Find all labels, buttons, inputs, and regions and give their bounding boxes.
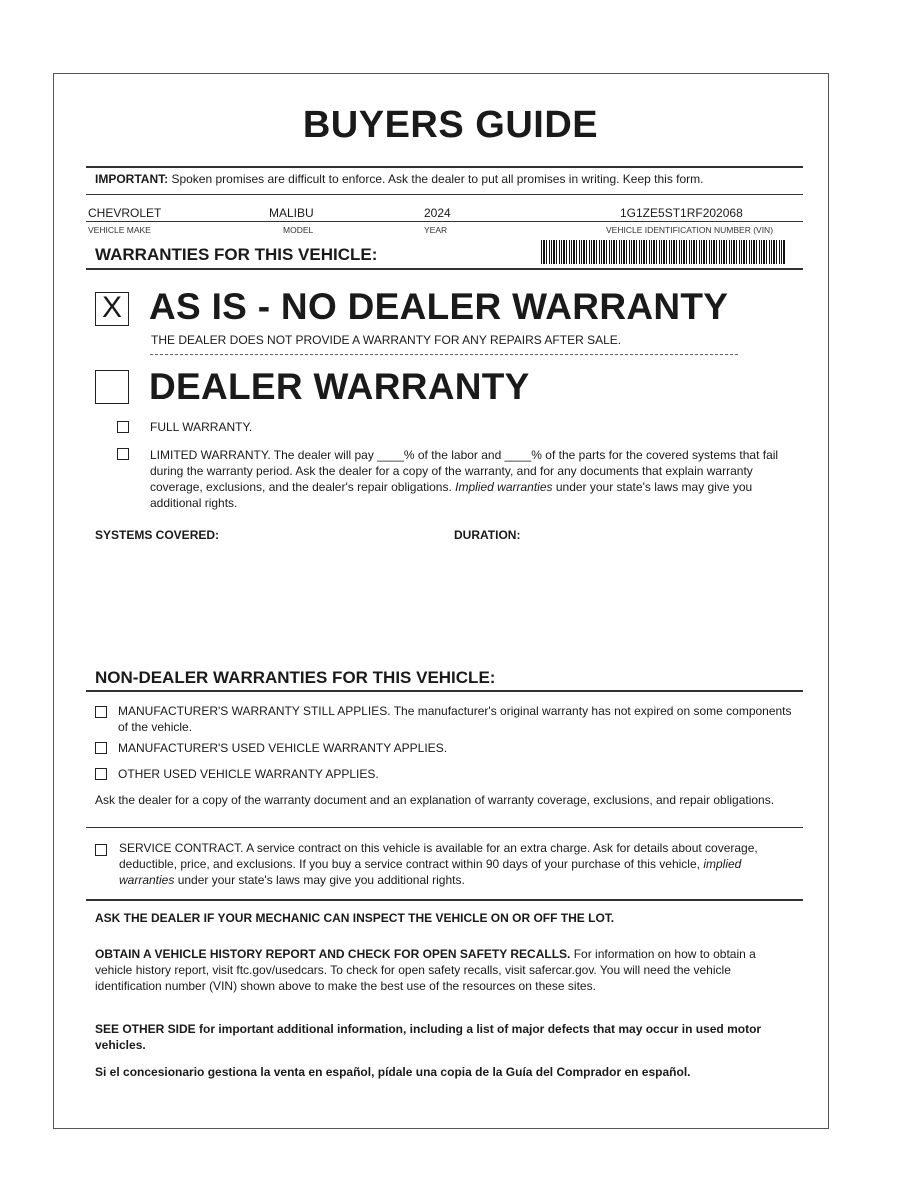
- as-is-subtitle: THE DEALER DOES NOT PROVIDE A WARRANTY FOR ANY REPAIRS AFTER SALE.: [151, 333, 622, 347]
- full-warranty-label: FULL WARRANTY.: [150, 420, 253, 434]
- vehicle-vin: 1G1ZE5ST1RF202068: [620, 206, 743, 220]
- important-notice: [95, 171, 704, 187]
- warranty-document-note: Ask the dealer for a copy of the warranty document and an explanation of warranty coverage, exclusions, and repair obligations.: [95, 793, 775, 807]
- divider: [86, 899, 803, 901]
- vehicle-model: MALIBU: [269, 206, 314, 220]
- implied-warranties-text: Implied warranties: [455, 480, 553, 494]
- spanish-notice: Si el concesionario gestiona la venta en español, pídale una copia de la Guía del Comprador en español.: [95, 1065, 691, 1079]
- mechanic-inspection-notice: ASK THE DEALER IF YOUR MECHANIC CAN INSPECT THE VEHICLE ON OR OFF THE LOT.: [95, 911, 615, 925]
- divider: [86, 194, 803, 195]
- implied-warranties-text: implied warranties: [119, 857, 742, 887]
- service-contract-text: [119, 840, 789, 888]
- limited-warranty-text: [150, 447, 790, 511]
- other-used-warranty-text: OTHER USED VEHICLE WARRANTY APPLIES.: [118, 767, 379, 781]
- systems-covered-label: SYSTEMS COVERED:: [95, 528, 220, 542]
- manufacturer-used-warranty-checkbox[interactable]: [95, 742, 107, 754]
- divider: [86, 221, 803, 222]
- vehicle-make-label: VEHICLE MAKE: [88, 225, 151, 235]
- warranties-heading: WARRANTIES FOR THIS VEHICLE:: [95, 245, 378, 264]
- vehicle-year-label: YEAR: [424, 225, 448, 235]
- dashed-divider: [150, 354, 738, 355]
- limited-warranty-part: LIMITED WARRANTY. The dealer will pay ____% of the labor and ____% of the parts for the covered systems that fail during the warranty period. Ask the dealer for a copy of the warranty, and for any documents that explain warranty coverage, exclusions, and the dealer's repair obligations.: [150, 448, 779, 494]
- important-text: Spoken promises are difficult to enforce. Ask the dealer to put all promises in writing. Keep this form.: [171, 172, 704, 186]
- vehicle-vin-label: VEHICLE IDENTIFICATION NUMBER (VIN): [606, 225, 774, 235]
- vin-barcode: [541, 240, 785, 264]
- divider: [86, 268, 803, 270]
- full-warranty-checkbox[interactable]: [117, 421, 129, 433]
- see-other-side-notice: SEE OTHER SIDE for important additional information, including a list of major defects that may occur in used motor vehicles.: [95, 1022, 762, 1052]
- as-is-title: AS IS - NO DEALER WARRANTY: [149, 286, 729, 327]
- important-label: IMPORTANT:: [95, 172, 169, 186]
- duration-label: DURATION:: [454, 528, 521, 542]
- manufacturer-warranty-text: MANUFACTURER'S WARRANTY STILL APPLIES. The manufacturer's original warranty has not expired on some components of the vehicle.: [118, 704, 792, 734]
- history-report-notice: [95, 946, 795, 994]
- vehicle-model-label: MODEL: [283, 225, 314, 235]
- limited-warranty-checkbox[interactable]: [117, 448, 129, 460]
- service-contract-part: under your state's laws may give you additional rights.: [174, 873, 465, 887]
- other-used-warranty-checkbox[interactable]: [95, 768, 107, 780]
- limited-warranty-part: under your state's laws may give you additional rights.: [150, 480, 753, 510]
- vehicle-make: CHEVROLET: [88, 206, 162, 220]
- manufacturer-used-warranty-text: MANUFACTURER'S USED VEHICLE WARRANTY APPLIES.: [118, 741, 448, 755]
- vehicle-year: 2024: [424, 206, 451, 220]
- history-report-heading: OBTAIN A VEHICLE HISTORY REPORT AND CHECK FOR OPEN SAFETY RECALLS.: [95, 947, 571, 961]
- divider: [86, 827, 803, 828]
- service-contract-part: SERVICE CONTRACT. A service contract on this vehicle is available for an extra charge. Ask for details about coverage, deductible, price, and exclusions. If you buy a service contract within 90 days of your purchase of this vehicle,: [119, 841, 758, 871]
- as-is-checkbox[interactable]: X: [95, 292, 129, 326]
- non-dealer-heading: NON-DEALER WARRANTIES FOR THIS VEHICLE:: [95, 668, 496, 687]
- history-report-text: For information on how to obtain a vehicle history report, visit ftc.gov/usedcars. To check for open safety recalls, visit safercar.gov. You will need the vehicle identification number (VIN) shown above to make the best use of the resources on these sites.: [95, 947, 756, 993]
- dealer-warranty-title: DEALER WARRANTY: [149, 366, 530, 407]
- divider: [86, 690, 803, 692]
- dealer-warranty-checkbox[interactable]: [95, 370, 129, 404]
- page-title: BUYERS GUIDE: [302, 104, 599, 146]
- manufacturer-warranty-checkbox[interactable]: [95, 706, 107, 718]
- service-contract-checkbox[interactable]: [95, 844, 107, 856]
- divider: [86, 166, 803, 168]
